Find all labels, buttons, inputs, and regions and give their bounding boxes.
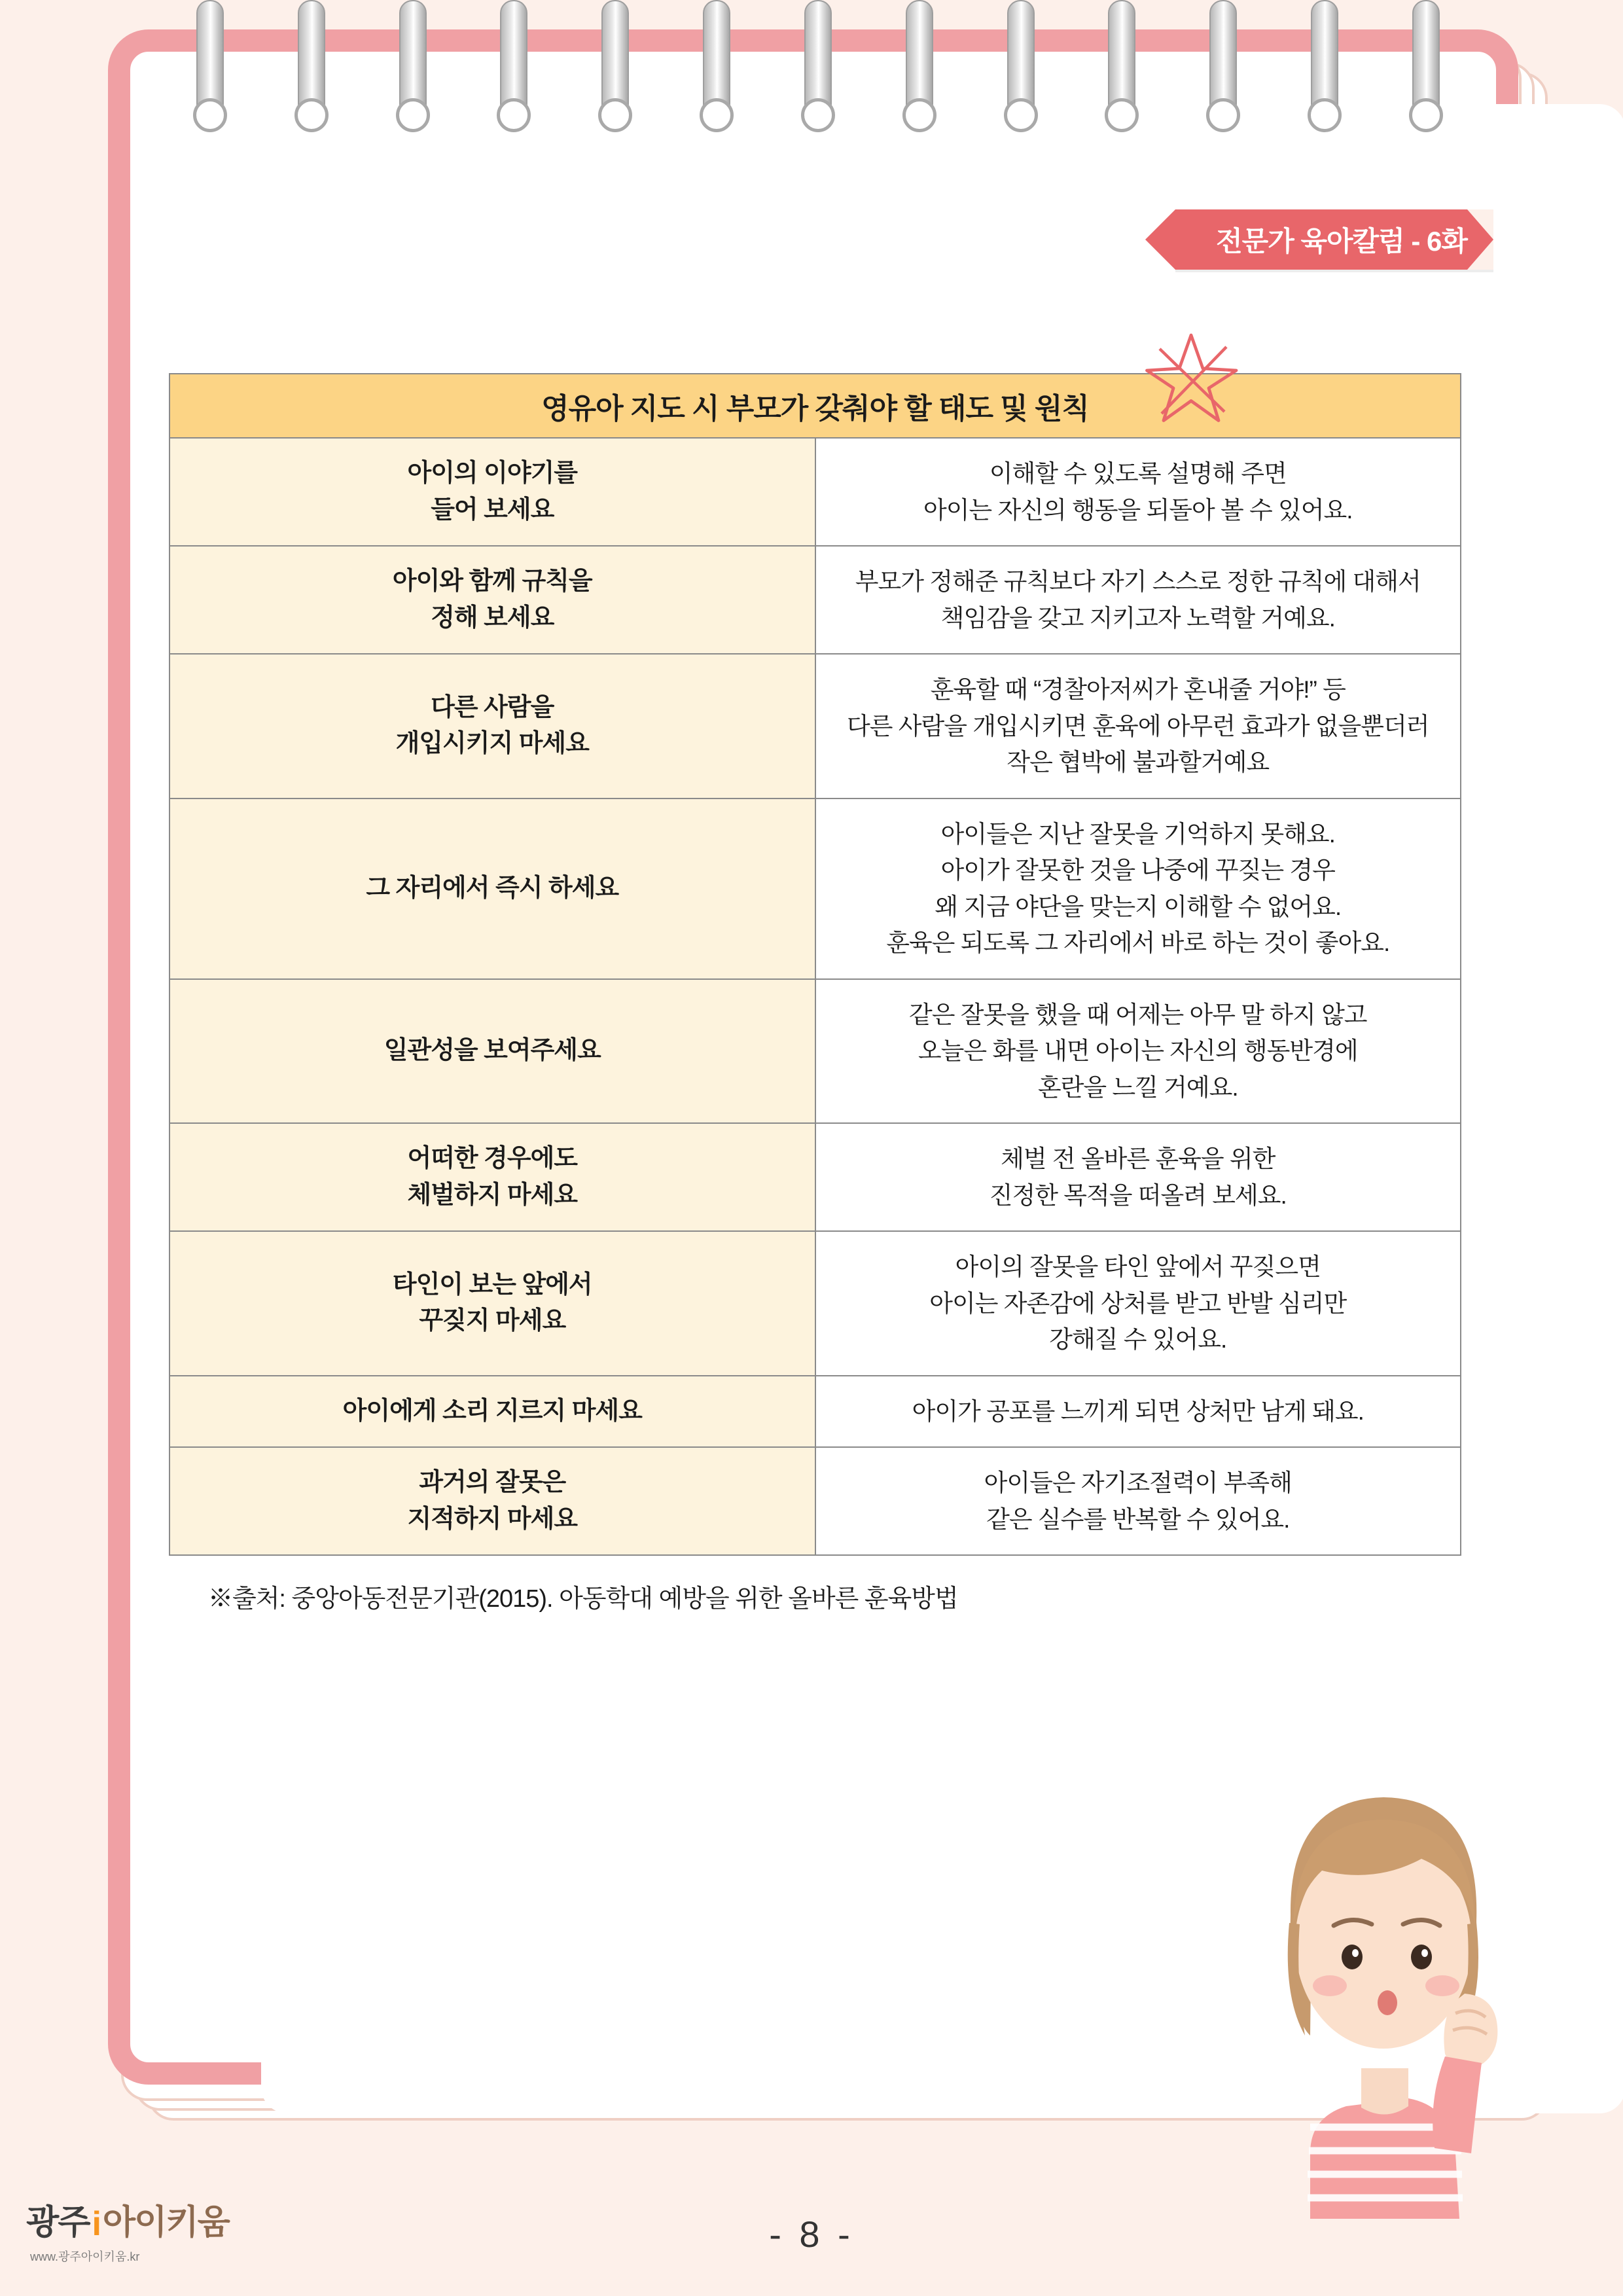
spiral-ring-bar — [601, 0, 629, 115]
spiral-ring-loop — [801, 98, 835, 132]
table-row — [169, 979, 1461, 1124]
principle-description: 훈육할 때 “경찰아저씨가 혼내줄 거야!” 등 다른 사람을 개입시키면 훈육에 아무런 효과가 없을뿐더러 작은 협박에 불과할거예요 — [815, 654, 1461, 798]
principle-title: 아이에게 소리 지르지 마세요 — [169, 1376, 815, 1448]
ribbon-label: 전문가 육아칼럼 - 6화 — [1216, 226, 1467, 257]
spiral-ring — [399, 0, 427, 151]
spiral-ring-bar — [196, 0, 224, 115]
spiral-ring — [906, 0, 933, 151]
table-row — [169, 1231, 1461, 1376]
spiral-ring-bar — [1007, 0, 1035, 115]
spiral-ring — [1007, 0, 1035, 151]
principle-title: 과거의 잘못은 지적하지 마세요 — [169, 1447, 815, 1555]
table-row — [169, 438, 1461, 546]
spiral-ring-bar — [906, 0, 933, 115]
spiral-ring-loop — [1308, 98, 1342, 132]
page-number: - 8 - — [769, 2214, 854, 2255]
spiral-ring-loop — [1206, 98, 1240, 132]
spiral-ring-bar — [804, 0, 832, 115]
woman-illustration — [1212, 1761, 1539, 2219]
spiral-ring-loop — [294, 98, 329, 132]
principle-description: 체벌 전 올바른 훈육을 위한 진정한 목적을 떠올려 보세요. — [815, 1123, 1461, 1231]
spiral-ring — [601, 0, 629, 151]
column-ribbon-banner — [1175, 209, 1493, 270]
star-doodle-icon — [1142, 327, 1240, 425]
spiral-ring-loop — [396, 98, 430, 132]
spiral-ring — [804, 0, 832, 151]
principle-title: 아이의 이야기를 들어 보세요 — [169, 438, 815, 546]
table-body — [169, 438, 1461, 1555]
principle-description: 아이가 공포를 느끼게 되면 상처만 남게 돼요. — [815, 1376, 1461, 1448]
principle-description: 같은 잘못을 했을 때 어제는 아무 말 하지 않고 오늘은 화를 내면 아이는 자신의 행동반경에 혼란을 느낄 거예요. — [815, 979, 1461, 1124]
spiral-ring-bar — [1412, 0, 1440, 115]
principle-description: 아이들은 자기조절력이 부족해 같은 실수를 반복할 수 있어요. — [815, 1447, 1461, 1555]
spiral-ring-bar — [1311, 0, 1338, 115]
principle-description: 아이들은 지난 잘못을 기억하지 못해요. 아이가 잘못한 것을 나중에 꾸짖는 경우 왜 지금 야단을 맞는지 이해할 수 없어요. 훈육은 되도록 그 자리에서 바로 하는 것이 좋아요. — [815, 798, 1461, 979]
spiral-ring-bar — [500, 0, 527, 115]
organization-logo — [26, 2195, 301, 2265]
principle-description: 이해할 수 있도록 설명해 주면 아이는 자신의 행동을 되돌아 볼 수 있어요. — [815, 438, 1461, 546]
spiral-ring-loop — [902, 98, 936, 132]
spiral-ring — [1412, 0, 1440, 151]
principles-table — [169, 373, 1461, 1556]
spiral-ring-loop — [1105, 98, 1139, 132]
table-row — [169, 654, 1461, 798]
table-row — [169, 1376, 1461, 1448]
principles-table-container — [169, 373, 1461, 1614]
table-row — [169, 798, 1461, 979]
table-row — [169, 546, 1461, 654]
spiral-ring-bar — [399, 0, 427, 115]
principle-title: 다른 사람을 개입시키지 마세요 — [169, 654, 815, 798]
source-note: ※출처: 중앙아동전문기관(2015). 아동학대 예방을 위한 올바른 훈육방법 — [208, 1585, 958, 1613]
spiral-ring-loop — [1409, 98, 1443, 132]
spiral-ring-loop — [497, 98, 531, 132]
spiral-binding — [196, 0, 1440, 164]
table-row — [169, 1447, 1461, 1555]
logo-suffix: 아이키움 — [102, 2204, 229, 2242]
spiral-ring-bar — [703, 0, 730, 115]
spiral-ring — [298, 0, 325, 151]
spiral-ring-loop — [1004, 98, 1038, 132]
logo-i-mark: i — [92, 2205, 100, 2243]
table-title-row — [169, 374, 1461, 438]
logo-text — [26, 2195, 301, 2244]
principle-title: 그 자리에서 즉시 하세요 — [169, 798, 815, 979]
spiral-ring-loop — [598, 98, 632, 132]
spiral-ring — [1108, 0, 1135, 151]
table-row — [169, 1123, 1461, 1231]
spiral-ring-bar — [298, 0, 325, 115]
logo-url: www.광주아이키움.kr — [30, 2250, 140, 2263]
table-title: 영유아 지도 시 부모가 갖춰야 할 태도 및 원칙 — [169, 374, 1461, 438]
principle-description: 부모가 정해준 규칙보다 자기 스스로 정한 규칙에 대해서 책임감을 갖고 지키고자 노력할 거예요. — [815, 546, 1461, 654]
spiral-ring-loop — [700, 98, 734, 132]
principle-title: 일관성을 보여주세요 — [169, 979, 815, 1124]
spiral-ring — [1209, 0, 1237, 151]
principle-title: 어떠한 경우에도 체벌하지 마세요 — [169, 1123, 815, 1231]
principle-description: 아이의 잘못을 타인 앞에서 꾸짖으면 아이는 자존감에 상처를 받고 반발 심리만 강해질 수 있어요. — [815, 1231, 1461, 1376]
principle-title: 아이와 함께 규칙을 정해 보세요 — [169, 546, 815, 654]
spiral-ring — [196, 0, 224, 151]
spiral-ring — [500, 0, 527, 151]
spiral-ring-bar — [1209, 0, 1237, 115]
principle-title: 타인이 보는 앞에서 꾸짖지 마세요 — [169, 1231, 815, 1376]
spiral-ring — [1311, 0, 1338, 151]
spiral-ring — [703, 0, 730, 151]
spiral-ring-bar — [1108, 0, 1135, 115]
spiral-ring-loop — [193, 98, 227, 132]
logo-prefix: 광주 — [26, 2204, 90, 2242]
